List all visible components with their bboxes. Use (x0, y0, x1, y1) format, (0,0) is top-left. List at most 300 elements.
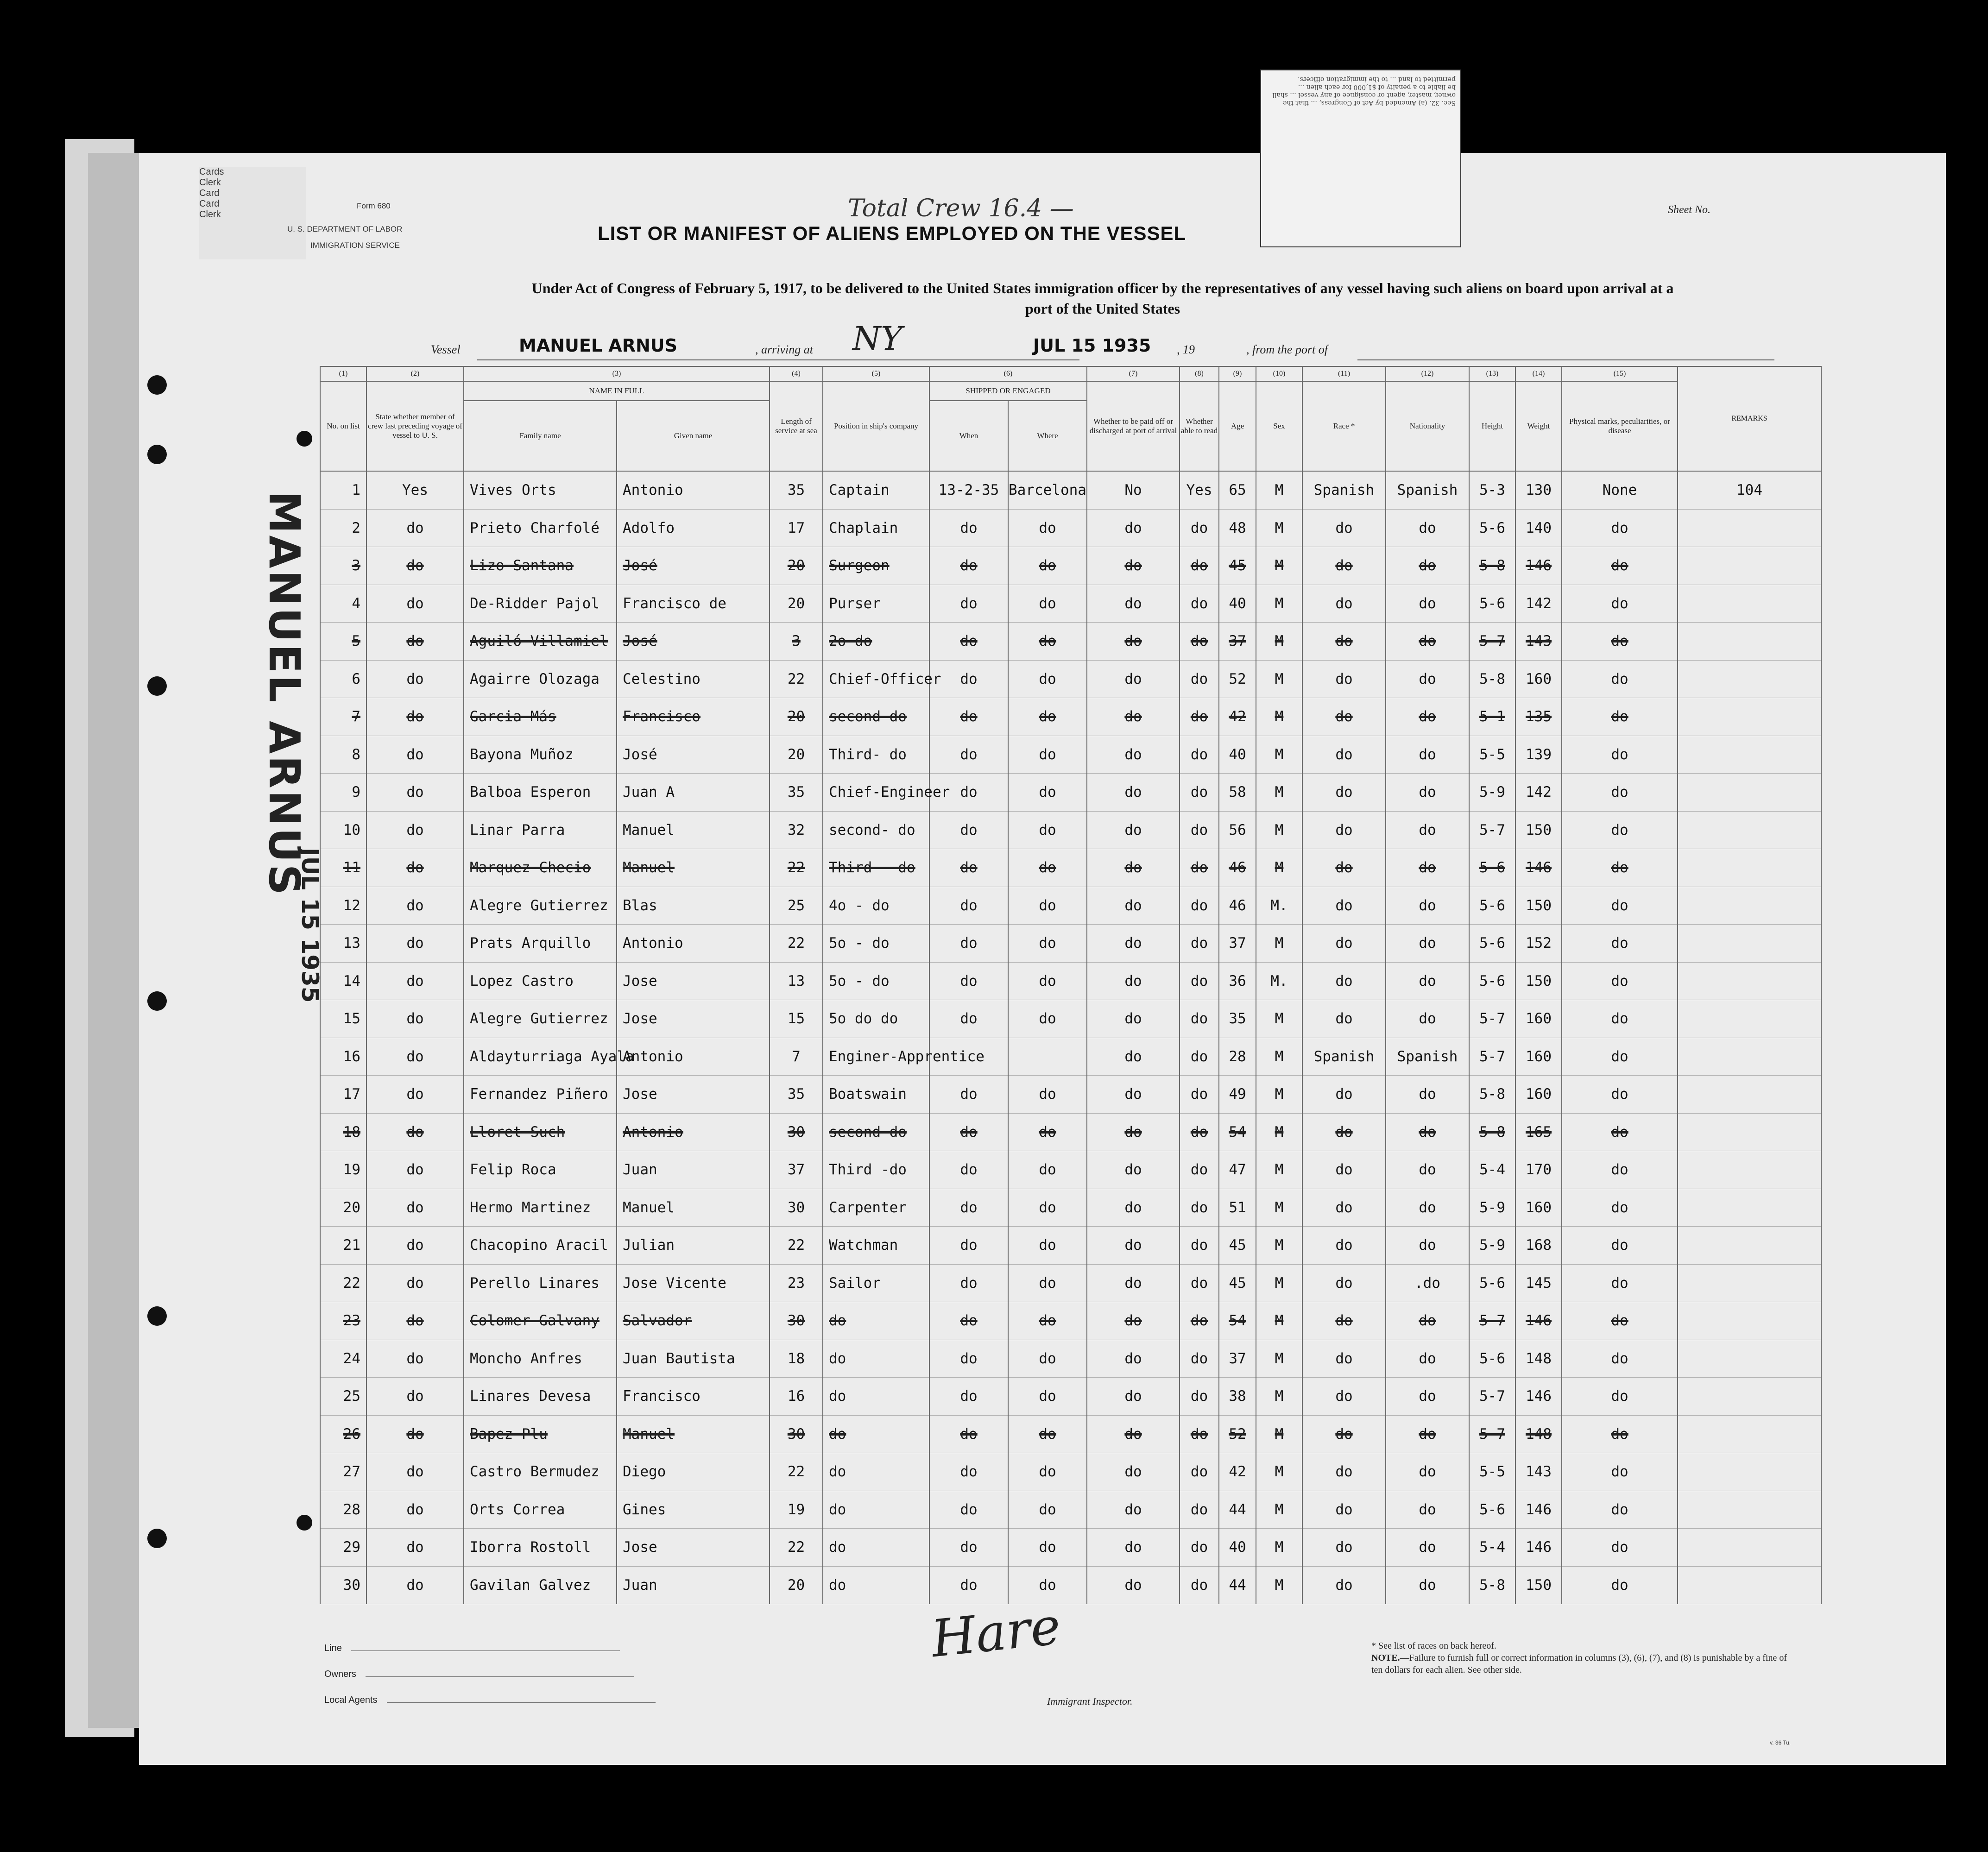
member-last-voyage-cell: do (366, 1302, 464, 1340)
race-cell: do (1302, 811, 1386, 849)
position-cell: Surgeon (823, 547, 929, 585)
paid-off-cell: do (1087, 962, 1180, 1000)
able-to-read-cell: do (1180, 1415, 1219, 1453)
remarks-cell: 104 (1678, 471, 1821, 509)
shipped-where-cell: do (1008, 585, 1087, 623)
binder-hole (147, 375, 167, 395)
row-number-cell: 8 (320, 736, 366, 774)
race-cell: do (1302, 849, 1386, 887)
remarks-cell (1678, 1076, 1821, 1114)
member-last-voyage-cell: do (366, 736, 464, 774)
age-cell: 54 (1219, 1113, 1256, 1151)
given-name-cell: Jose Vicente (617, 1264, 770, 1302)
paid-off-cell: do (1087, 1529, 1180, 1567)
col-number: (1) (320, 366, 366, 381)
col-number: (13) (1469, 366, 1515, 381)
no-on-list-header: No. on list (320, 381, 366, 471)
length-of-service-cell: 20 (770, 585, 823, 623)
position-cell: do (823, 1529, 929, 1567)
weight-cell: 142 (1515, 585, 1562, 623)
member-last-voyage-cell: do (366, 1264, 464, 1302)
shipped-where-cell: do (1008, 849, 1087, 887)
physical-marks-cell: do (1562, 509, 1678, 547)
able-to-read-cell: do (1180, 1302, 1219, 1340)
nationality-cell: do (1386, 1151, 1469, 1189)
form-code: v. 36 Tu. (1770, 1739, 1791, 1746)
age-cell: 45 (1219, 1264, 1256, 1302)
physical-marks-cell: do (1562, 1000, 1678, 1038)
member-last-voyage-cell: do (366, 660, 464, 698)
member-last-voyage-cell: do (366, 1340, 464, 1378)
remarks-cell (1678, 1189, 1821, 1227)
row-number-cell: 27 (320, 1453, 366, 1491)
member-last-voyage-cell: do (366, 1378, 464, 1416)
physical-marks-cell: do (1562, 698, 1678, 736)
length-of-service-cell: 35 (770, 471, 823, 509)
note-label: NOTE. (1371, 1653, 1400, 1663)
sex-cell: M (1256, 1038, 1302, 1076)
col-number: (6) (929, 366, 1087, 381)
age-cell: 42 (1219, 1453, 1256, 1491)
shipped-where-cell: do (1008, 1302, 1087, 1340)
height-cell: 5-9 (1469, 774, 1515, 812)
shipped-where-cell: do (1008, 1151, 1087, 1189)
able-to-read-cell: do (1180, 1038, 1219, 1076)
shipped-where-cell: do (1008, 736, 1087, 774)
row-number-cell: 10 (320, 811, 366, 849)
shipped-when-cell: do (929, 1529, 1008, 1567)
given-name-cell: Jose (617, 962, 770, 1000)
race-cell: do (1302, 1151, 1386, 1189)
length-of-service-cell: 22 (770, 849, 823, 887)
able-to-read-cell: do (1180, 925, 1219, 963)
height-cell: 5-6 (1469, 1340, 1515, 1378)
shipped-where-cell (1008, 1038, 1087, 1076)
nationality-cell: do (1386, 1302, 1469, 1340)
family-name-cell: Linares Devesa (464, 1378, 617, 1416)
shipped-where-cell: do (1008, 1113, 1087, 1151)
shipped-where-cell: do (1008, 1264, 1087, 1302)
paid-off-cell: do (1087, 811, 1180, 849)
given-name-cell: Manuel (617, 1415, 770, 1453)
race-cell: do (1302, 736, 1386, 774)
weight-cell: 150 (1515, 1566, 1562, 1604)
physical-marks-cell: do (1562, 1453, 1678, 1491)
member-last-voyage-cell: do (366, 1491, 464, 1529)
sex-cell: M. (1256, 962, 1302, 1000)
age-cell: 36 (1219, 962, 1256, 1000)
race-cell: Spanish (1302, 471, 1386, 509)
height-cell: 5-1 (1469, 698, 1515, 736)
race-cell: do (1302, 1302, 1386, 1340)
shipped-when-cell: do (929, 1378, 1008, 1416)
remarks-header: REMARKS (1678, 366, 1821, 471)
weight-cell: 148 (1515, 1340, 1562, 1378)
service-name: IMMIGRATION SERVICE (310, 241, 400, 250)
able-to-read-cell: do (1180, 1529, 1219, 1567)
shipped-where-cell: do (1008, 660, 1087, 698)
age-cell: 44 (1219, 1566, 1256, 1604)
length-of-service-cell: 25 (770, 887, 823, 925)
given-name-cell: Adolfo (617, 509, 770, 547)
paid-off-cell: do (1087, 1453, 1180, 1491)
col-number: (10) (1256, 366, 1302, 381)
department-name: U. S. DEPARTMENT OF LABOR (287, 225, 403, 233)
row-number-cell: 12 (320, 887, 366, 925)
remarks-cell (1678, 1340, 1821, 1378)
able-to-read-cell: do (1180, 509, 1219, 547)
given-name-cell: Jose (617, 1529, 770, 1567)
row-number-cell: 13 (320, 925, 366, 963)
able-to-read-cell: do (1180, 887, 1219, 925)
physical-marks-cell: do (1562, 1113, 1678, 1151)
given-name-cell: Diego (617, 1453, 770, 1491)
row-number-cell: 19 (320, 1151, 366, 1189)
height-cell: 5-8 (1469, 1113, 1515, 1151)
age-cell: 40 (1219, 585, 1256, 623)
row-number-cell: 3 (320, 547, 366, 585)
remarks-cell (1678, 887, 1821, 925)
height-cell: 5-7 (1469, 1378, 1515, 1416)
family-name-cell: Colomer Galvany (464, 1302, 617, 1340)
table-row (320, 1038, 1821, 1076)
shipped-when-cell: do (929, 1264, 1008, 1302)
remarks-cell (1678, 811, 1821, 849)
inspector-label: Immigrant Inspector. (1047, 1695, 1133, 1707)
race-cell: do (1302, 1453, 1386, 1491)
race-cell: do (1302, 509, 1386, 547)
paid-off-cell: do (1087, 1076, 1180, 1114)
physical-marks-cell: do (1562, 1378, 1678, 1416)
family-name-cell: Hermo Martinez (464, 1189, 617, 1227)
given-name-cell: Antonio (617, 471, 770, 509)
weight-cell: 170 (1515, 1151, 1562, 1189)
nationality-cell: do (1386, 774, 1469, 812)
length-of-service-cell: 22 (770, 1529, 823, 1567)
able-to-read-cell: do (1180, 736, 1219, 774)
member-last-voyage-cell: do (366, 1151, 464, 1189)
position-cell: Chaplain (823, 509, 929, 547)
member-last-voyage-cell: do (366, 698, 464, 736)
table-row (320, 811, 1821, 849)
remarks-cell (1678, 547, 1821, 585)
given-name-header: Given name (617, 401, 770, 471)
able-to-read-cell: do (1180, 1151, 1219, 1189)
family-name-cell: Chacopino Aracil (464, 1227, 617, 1265)
physical-marks-cell: do (1562, 1227, 1678, 1265)
shipped-where-cell: do (1008, 1453, 1087, 1491)
age-cell: 47 (1219, 1151, 1256, 1189)
family-name-cell: Gavilan Galvez (464, 1566, 617, 1604)
length-of-service-cell: 17 (770, 509, 823, 547)
position-cell: Sailor (823, 1264, 929, 1302)
height-cell: 5-4 (1469, 1151, 1515, 1189)
height-cell: 5-7 (1469, 1302, 1515, 1340)
weight-cell: 160 (1515, 1076, 1562, 1114)
given-name-cell: Julian (617, 1227, 770, 1265)
table-row (320, 1189, 1821, 1227)
paid-off-cell: do (1087, 1227, 1180, 1265)
position-cell: do (823, 1566, 929, 1604)
member-last-voyage-cell: do (366, 774, 464, 812)
physical-marks-cell: do (1562, 585, 1678, 623)
able-to-read-cell: do (1180, 660, 1219, 698)
member-last-voyage-cell: do (366, 509, 464, 547)
age-cell: 65 (1219, 471, 1256, 509)
shipped-where-cell: do (1008, 962, 1087, 1000)
family-name-cell: Garcia Más (464, 698, 617, 736)
position-cell: Enginer-Apprentice (823, 1038, 929, 1076)
table-row (320, 849, 1821, 887)
table-row (320, 1113, 1821, 1151)
arriving-label: , arriving at (755, 343, 813, 356)
member-last-voyage-cell: do (366, 1529, 464, 1567)
position-cell: 5o - do (823, 925, 929, 963)
year-label: , 19 (1177, 343, 1195, 356)
row-number-cell: 9 (320, 774, 366, 812)
family-name-cell: Prieto Charfolé (464, 509, 617, 547)
physical-marks-cell: do (1562, 1151, 1678, 1189)
height-cell: 5-6 (1469, 509, 1515, 547)
col-number: (3) (464, 366, 770, 381)
length-of-service-cell: 22 (770, 925, 823, 963)
weight-cell: 140 (1515, 509, 1562, 547)
row-number-cell: 11 (320, 849, 366, 887)
table-row (320, 1302, 1821, 1340)
date-stamp: JUL 15 1935 (297, 848, 323, 1003)
family-name-cell: Linar Parra (464, 811, 617, 849)
member-last-voyage-cell: do (366, 1113, 464, 1151)
binder-hole (147, 676, 167, 696)
physical-marks-cell: do (1562, 1566, 1678, 1604)
length-of-service-cell: 13 (770, 962, 823, 1000)
race-cell: do (1302, 1529, 1386, 1567)
table-row (320, 623, 1821, 661)
weight-cell: 146 (1515, 1529, 1562, 1567)
row-number-cell: 18 (320, 1113, 366, 1151)
paid-off-cell: do (1087, 660, 1180, 698)
nationality-cell: do (1386, 1378, 1469, 1416)
paid-off-cell: do (1087, 698, 1180, 736)
position-cell: do (823, 1453, 929, 1491)
remarks-cell (1678, 623, 1821, 661)
member-last-voyage-cell: do (366, 1000, 464, 1038)
row-number-cell: 17 (320, 1076, 366, 1114)
family-name-cell: Lopez Castro (464, 962, 617, 1000)
weight-cell: 146 (1515, 849, 1562, 887)
shipped-where-cell: do (1008, 1378, 1087, 1416)
length-of-service-cell: 16 (770, 1378, 823, 1416)
shipped-when-cell: do (929, 1113, 1008, 1151)
paid-off-header: Whether to be paid off or discharged at port of arrival (1087, 381, 1180, 471)
shipped-engaged-header: SHIPPED OR ENGAGED (929, 381, 1087, 401)
position-cell: Chief-Engineer (823, 774, 929, 812)
physical-marks-cell: do (1562, 736, 1678, 774)
length-of-service-cell: 32 (770, 811, 823, 849)
race-cell: do (1302, 1378, 1386, 1416)
nationality-cell: do (1386, 660, 1469, 698)
paid-off-cell: No (1087, 471, 1180, 509)
race-cell: do (1302, 1000, 1386, 1038)
height-cell: 5-7 (1469, 623, 1515, 661)
length-of-service-cell: 30 (770, 1415, 823, 1453)
given-name-cell: Manuel (617, 849, 770, 887)
physical-marks-cell: do (1562, 1189, 1678, 1227)
age-cell: 38 (1219, 1378, 1256, 1416)
nationality-cell: Spanish (1386, 471, 1469, 509)
height-cell: 5-9 (1469, 1227, 1515, 1265)
member-last-voyage-cell: Yes (366, 471, 464, 509)
given-name-cell: Jose (617, 1076, 770, 1114)
sex-cell: M (1256, 1453, 1302, 1491)
family-name-cell: Balboa Esperon (464, 774, 617, 812)
nationality-cell: do (1386, 1415, 1469, 1453)
physical-marks-cell: do (1562, 1491, 1678, 1529)
table-row (320, 925, 1821, 963)
binder-hole (147, 1529, 167, 1548)
shipped-where-cell: do (1008, 1189, 1087, 1227)
nationality-cell: do (1386, 1189, 1469, 1227)
given-name-cell: Antonio (617, 925, 770, 963)
race-cell: do (1302, 1415, 1386, 1453)
row-number-cell: 1 (320, 471, 366, 509)
family-name-cell: Lizo Santana (464, 547, 617, 585)
nationality-cell: do (1386, 547, 1469, 585)
position-cell: 5o - do (823, 962, 929, 1000)
able-to-read-cell: do (1180, 811, 1219, 849)
table-row (320, 1529, 1821, 1567)
physical-marks-cell: do (1562, 849, 1678, 887)
member-last-voyage-cell: do (366, 1189, 464, 1227)
able-to-read-cell: do (1180, 962, 1219, 1000)
table-row (320, 509, 1821, 547)
paid-off-cell: do (1087, 1000, 1180, 1038)
length-of-service-cell: 15 (770, 1000, 823, 1038)
shipped-when-cell: do (929, 887, 1008, 925)
row-number-cell: 25 (320, 1378, 366, 1416)
remarks-cell (1678, 698, 1821, 736)
sex-cell: M (1256, 1378, 1302, 1416)
shipped-where-cell: do (1008, 1529, 1087, 1567)
nationality-cell: .do (1386, 1264, 1469, 1302)
age-cell: 35 (1219, 1000, 1256, 1038)
race-cell: do (1302, 1340, 1386, 1378)
age-cell: 37 (1219, 623, 1256, 661)
age-cell: 28 (1219, 1038, 1256, 1076)
paid-off-cell: do (1087, 774, 1180, 812)
shipped-where-cell: do (1008, 1076, 1087, 1114)
row-number-cell: 24 (320, 1340, 366, 1378)
given-name-cell: Juan Bautista (617, 1340, 770, 1378)
shipped-when-cell: do (929, 1302, 1008, 1340)
sex-cell: M (1256, 1189, 1302, 1227)
sex-cell: M (1256, 1340, 1302, 1378)
age-cell: 46 (1219, 887, 1256, 925)
footer-lines (324, 1635, 656, 1713)
height-cell: 5-5 (1469, 1453, 1515, 1491)
sex-cell: M (1256, 1151, 1302, 1189)
subtitle-line-1: Under Act of Congress of February 5, 1917, to be delivered to the United States immigration officer by the representatives of any vessel having such aliens on board upon arrival at a (531, 280, 1674, 296)
weight-cell: 143 (1515, 623, 1562, 661)
able-to-read-cell: Yes (1180, 471, 1219, 509)
height-cell: 5-7 (1469, 1000, 1515, 1038)
length-of-service-cell: 19 (770, 1491, 823, 1529)
height-cell: 5-6 (1469, 962, 1515, 1000)
race-cell: do (1302, 1076, 1386, 1114)
able-to-read-cell: do (1180, 1453, 1219, 1491)
age-cell: 52 (1219, 660, 1256, 698)
paid-off-cell: do (1087, 1415, 1180, 1453)
remarks-cell (1678, 1227, 1821, 1265)
manifest-rows (320, 471, 1821, 1604)
weight-cell: 146 (1515, 547, 1562, 585)
position-cell: Carpenter (823, 1189, 929, 1227)
given-name-cell: Salvador (617, 1302, 770, 1340)
member-last-voyage-cell: do (366, 962, 464, 1000)
table-row (320, 1378, 1821, 1416)
vessel-name-stamp: MANUEL ARNUS (259, 491, 309, 897)
height-cell: 5-8 (1469, 660, 1515, 698)
paid-off-cell: do (1087, 1189, 1180, 1227)
shipped-when-cell: do (929, 962, 1008, 1000)
shipped-where-cell: do (1008, 547, 1087, 585)
length-of-service-cell: 30 (770, 1113, 823, 1151)
physical-marks-cell: do (1562, 660, 1678, 698)
shipped-where-cell: do (1008, 509, 1087, 547)
physical-marks-cell: do (1562, 623, 1678, 661)
given-name-cell: Juan A (617, 774, 770, 812)
table-row (320, 1566, 1821, 1604)
row-number-cell: 28 (320, 1491, 366, 1529)
length-of-service-cell: 7 (770, 1038, 823, 1076)
shipped-when-cell: do (929, 774, 1008, 812)
remarks-cell (1678, 1378, 1821, 1416)
table-row (320, 962, 1821, 1000)
height-cell: 5-6 (1469, 585, 1515, 623)
family-name-header: Family name (464, 401, 617, 471)
sex-cell: M (1256, 623, 1302, 661)
manifest-title: LIST OR MANIFEST OF ALIENS EMPLOYED ON THE VESSEL (598, 222, 1186, 244)
shipped-when-cell: do (929, 660, 1008, 698)
position-cell: Captain (823, 471, 929, 509)
row-number-cell: 16 (320, 1038, 366, 1076)
table-row (320, 1227, 1821, 1265)
vessel-line (338, 320, 1811, 366)
shipped-when-cell: do (929, 1566, 1008, 1604)
paid-off-cell: do (1087, 1491, 1180, 1529)
row-number-cell: 5 (320, 623, 366, 661)
given-name-cell: Manuel (617, 1189, 770, 1227)
age-cell: 52 (1219, 1415, 1256, 1453)
remarks-cell (1678, 1038, 1821, 1076)
binder-hole (147, 991, 167, 1011)
physical-marks-cell: do (1562, 547, 1678, 585)
remarks-cell (1678, 660, 1821, 698)
paid-off-cell: do (1087, 1151, 1180, 1189)
race-header: Race * (1302, 381, 1386, 471)
given-name-cell: Jose (617, 1000, 770, 1038)
given-name-cell: Celestino (617, 660, 770, 698)
position-cell: Third- do (823, 736, 929, 774)
able-to-read-cell: do (1180, 1189, 1219, 1227)
physical-marks-cell: do (1562, 1076, 1678, 1114)
age-cell: 49 (1219, 1076, 1256, 1114)
weight-cell: 168 (1515, 1227, 1562, 1265)
paid-off-cell: do (1087, 736, 1180, 774)
weight-cell: 143 (1515, 1453, 1562, 1491)
local-agents-label: Local Agents (324, 1695, 378, 1705)
col-number: (11) (1302, 366, 1386, 381)
